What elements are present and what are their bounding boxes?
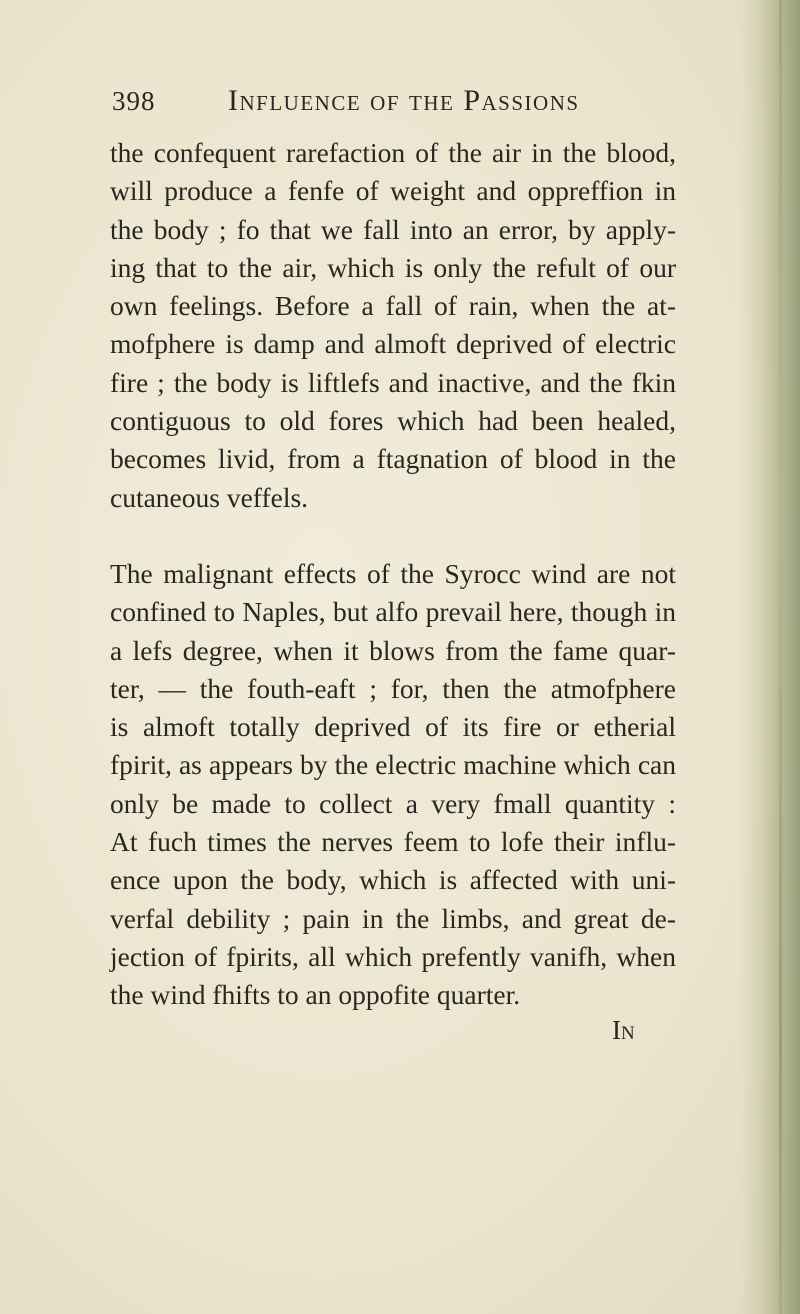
text-line: fire ; the body is liftlefs and inactive, and the fkin <box>110 366 676 398</box>
text-line: The malignant effects of the Syrocc wind are not <box>110 557 676 589</box>
text-line: fpirit, as appears by the electric machine which can <box>110 749 676 781</box>
text-line: mofphere is damp and almoft deprived of electric <box>110 328 676 360</box>
text-line: jection of fpirits, all which prefently vanifh, when <box>110 940 676 972</box>
paragraph-gap <box>110 517 676 555</box>
page-gutter-shadow <box>740 0 800 1314</box>
text-line: At fuch times the nerves feem to lofe their influ- <box>110 826 676 858</box>
running-title: Influence of the Passions <box>228 84 580 117</box>
text-line: ter, — the fouth-eaft ; for, then the atmofphere <box>110 672 676 704</box>
text-line: a lefs degree, when it blows from the fame quar- <box>110 634 676 666</box>
page-header <box>112 82 672 122</box>
body-text <box>110 134 676 1015</box>
text-line: is almoft totally deprived of its fire or etherial <box>110 711 676 743</box>
text-line: only be made to collect a very fmall quantity : <box>110 787 676 819</box>
binding-edge <box>779 0 782 1314</box>
text-line: cutaneous veffels. <box>110 481 309 513</box>
text-line: the body ; fo that we fall into an error, by apply- <box>110 213 676 245</box>
text-line: verfal debility ; pain in the limbs, and great de- <box>110 902 676 934</box>
text-line: will produce a fenfe of weight and oppreffion in <box>110 175 676 207</box>
text-line: the confequent rarefaction of the air in the blood, <box>110 137 676 168</box>
text-line: the wind fhifts to an oppofite quarter. <box>110 979 521 1011</box>
text-line: ing that to the air, which is only the refult of our <box>110 251 676 283</box>
page-number: 398 <box>112 86 156 116</box>
catchword: In <box>612 1015 635 1045</box>
text-line: confined to Naples, but alfo prevail here, though in <box>110 596 676 628</box>
text-line: ence upon the body, which is affected with uni- <box>110 864 676 896</box>
text-line: contiguous to old fores which had been healed, <box>110 405 676 437</box>
text-line: becomes livid, from a ftagnation of blood in the <box>110 443 676 475</box>
text-line: own feelings. Before a fall of rain, when the at- <box>110 290 676 322</box>
